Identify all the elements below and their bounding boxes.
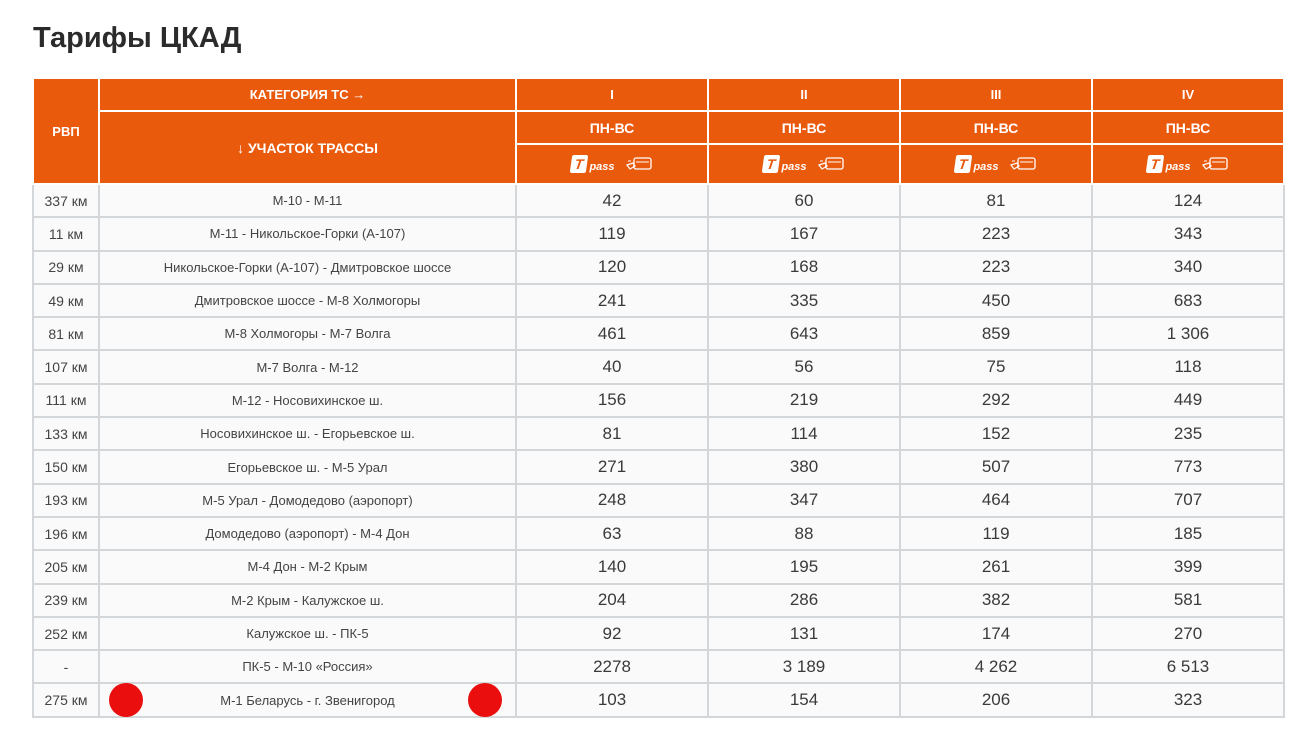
route-section-label: ПК-5 - М-10 «Россия» (242, 659, 373, 675)
route-section-cell (99, 683, 516, 716)
table-row (33, 517, 1284, 550)
price-cell-class-2: 335 (708, 284, 900, 317)
price-cell-class-1: 92 (516, 617, 708, 650)
price-cell-class-2: 347 (708, 484, 900, 517)
price-cell-class-4: 399 (1092, 550, 1284, 583)
price-cell-class-1: 63 (516, 517, 708, 550)
table-row (33, 484, 1284, 517)
price-cell-class-2: 154 (708, 683, 900, 716)
route-section-cell (99, 517, 516, 550)
route-section-cell (99, 350, 516, 383)
table-row (33, 417, 1284, 450)
price-cell-class-4: 235 (1092, 417, 1284, 450)
tpass-icon: T pass (1147, 155, 1190, 173)
rvp-km-cell: 193 км (33, 484, 99, 517)
route-section-label: М-2 Крым - Калужское ш. (231, 592, 384, 608)
route-section-label: Калужское ш. - ПК-5 (246, 626, 369, 641)
price-cell-class-1: 119 (516, 217, 708, 250)
class-header-1: I (516, 78, 708, 111)
route-section-label: М-11 - Никольское-Горки (А-107) (209, 226, 406, 242)
price-cell-class-4: 270 (1092, 617, 1284, 650)
rvp-km-cell: - (33, 650, 99, 683)
table-row (33, 317, 1284, 350)
price-cell-class-2: 56 (708, 350, 900, 383)
table-row (33, 584, 1284, 617)
rvp-km-cell: 29 км (33, 251, 99, 284)
price-cell-class-4: 773 (1092, 450, 1284, 483)
price-cell-class-3: 152 (900, 417, 1092, 450)
rvp-km-cell: 133 км (33, 417, 99, 450)
price-cell-class-1: 140 (516, 550, 708, 583)
vehicle-category-header: КАТЕГОРИЯ ТС → (99, 78, 516, 111)
rvp-km-cell: 337 км (33, 184, 99, 217)
tpass-icon: T pass (571, 155, 614, 173)
price-cell-class-2: 60 (708, 184, 900, 217)
price-cell-class-2: 3 189 (708, 650, 900, 683)
table-row (33, 184, 1284, 217)
price-cell-class-3: 119 (900, 517, 1092, 550)
card-icon (625, 156, 653, 172)
price-cell-class-3: 174 (900, 617, 1092, 650)
route-section-label: М-4 Дон - М-2 Крым (247, 559, 368, 575)
table-row (33, 284, 1284, 317)
price-cell-class-2: 168 (708, 251, 900, 284)
route-section-cell (99, 217, 516, 250)
route-section-cell (99, 417, 516, 450)
route-section-label: Егорьевское ш. - М-5 Урал (227, 459, 388, 475)
route-section-cell (99, 617, 516, 650)
price-cell-class-3: 292 (900, 384, 1092, 417)
red-marker-right (468, 683, 502, 717)
payment-methods-3 (900, 144, 1092, 184)
class-header-4: IV (1092, 78, 1284, 111)
page-title: Тарифы ЦКАД (33, 22, 242, 54)
price-cell-class-4: 185 (1092, 517, 1284, 550)
price-cell-class-3: 75 (900, 350, 1092, 383)
payment-methods-4 (1092, 144, 1284, 184)
price-cell-class-3: 223 (900, 251, 1092, 284)
route-section-label: М-5 Урал - Домодедово (аэропорт) (202, 492, 413, 508)
route-section-cell (99, 284, 516, 317)
route-section-header: ↓ УЧАСТОК ТРАССЫ (99, 111, 516, 184)
price-cell-class-1: 40 (516, 350, 708, 383)
rvp-km-cell: 107 км (33, 350, 99, 383)
route-section-cell (99, 251, 516, 284)
table-row (33, 384, 1284, 417)
tpass-icon: T pass (763, 155, 806, 173)
price-cell-class-2: 88 (708, 517, 900, 550)
rvp-km-cell: 81 км (33, 317, 99, 350)
price-cell-class-1: 241 (516, 284, 708, 317)
price-cell-class-1: 42 (516, 184, 708, 217)
price-cell-class-2: 643 (708, 317, 900, 350)
price-cell-class-1: 204 (516, 584, 708, 617)
price-cell-class-2: 131 (708, 617, 900, 650)
payment-methods-1 (516, 144, 708, 184)
table-row (33, 617, 1284, 650)
route-section-label: Дмитровское шоссе - М-8 Холмогоры (194, 293, 421, 309)
table-row (33, 550, 1284, 583)
price-cell-class-2: 114 (708, 417, 900, 450)
price-cell-class-1: 156 (516, 384, 708, 417)
route-section-label: М-7 Волга - М-12 (256, 359, 359, 375)
route-section-label: Никольское-Горки (А-107) - Дмитровское шоссе (163, 259, 452, 275)
route-section-label: Домодедово (аэропорт) - М-4 Дон (205, 526, 410, 542)
price-cell-class-1: 120 (516, 251, 708, 284)
price-cell-class-3: 206 (900, 683, 1092, 716)
price-cell-class-4: 581 (1092, 584, 1284, 617)
price-cell-class-1: 103 (516, 683, 708, 716)
price-cell-class-4: 683 (1092, 284, 1284, 317)
price-cell-class-3: 464 (900, 484, 1092, 517)
rvp-km-cell: 150 км (33, 450, 99, 483)
price-cell-class-2: 219 (708, 384, 900, 417)
rvp-km-cell: 49 км (33, 284, 99, 317)
price-cell-class-1: 248 (516, 484, 708, 517)
route-section-cell (99, 384, 516, 417)
table-row (33, 217, 1284, 250)
class-header-3: III (900, 78, 1092, 111)
price-cell-class-4: 1 306 (1092, 317, 1284, 350)
rvp-km-cell: 205 км (33, 550, 99, 583)
price-cell-class-4: 343 (1092, 217, 1284, 250)
price-cell-class-2: 380 (708, 450, 900, 483)
price-cell-class-3: 507 (900, 450, 1092, 483)
route-section-label: М-8 Холмогоры - М-7 Волга (224, 326, 391, 342)
days-header-3: ПН-ВС (900, 111, 1092, 144)
price-cell-class-3: 81 (900, 184, 1092, 217)
price-cell-class-4: 124 (1092, 184, 1284, 217)
days-header-4: ПН-ВС (1092, 111, 1284, 144)
rvp-km-cell: 275 км (33, 683, 99, 716)
price-cell-class-3: 382 (900, 584, 1092, 617)
rvp-km-cell: 252 км (33, 617, 99, 650)
tpass-icon: T pass (955, 155, 998, 173)
card-icon (1009, 156, 1037, 172)
price-cell-class-4: 323 (1092, 683, 1284, 716)
price-cell-class-2: 167 (708, 217, 900, 250)
route-section-cell (99, 450, 516, 483)
price-cell-class-4: 449 (1092, 384, 1284, 417)
route-section-label: Носовихинское ш. - Егорьевское ш. (200, 426, 415, 442)
table-row (33, 450, 1284, 483)
card-icon (817, 156, 845, 172)
route-section-cell (99, 650, 516, 683)
price-cell-class-3: 223 (900, 217, 1092, 250)
route-section-label: М-10 - М-11 (272, 193, 343, 209)
days-header-2: ПН-ВС (708, 111, 900, 144)
rvp-km-cell: 11 км (33, 217, 99, 250)
route-section-cell (99, 184, 516, 217)
table-row (33, 350, 1284, 383)
price-cell-class-1: 81 (516, 417, 708, 450)
route-section-label: М-12 - Носовихинское ш. (231, 392, 384, 408)
price-cell-class-4: 707 (1092, 484, 1284, 517)
price-cell-class-1: 461 (516, 317, 708, 350)
table-row (33, 683, 1284, 716)
price-cell-class-3: 4 262 (900, 650, 1092, 683)
red-marker-left (109, 683, 143, 717)
table-row (33, 650, 1284, 683)
price-cell-class-3: 450 (900, 284, 1092, 317)
table-row (33, 251, 1284, 284)
rvp-km-cell: 196 км (33, 517, 99, 550)
price-cell-class-1: 2278 (516, 650, 708, 683)
route-section-label: М-1 Беларусь - г. Звенигород (220, 692, 395, 708)
card-icon (1201, 156, 1229, 172)
price-cell-class-2: 195 (708, 550, 900, 583)
class-header-2: II (708, 78, 900, 111)
price-cell-class-3: 261 (900, 550, 1092, 583)
days-header-1: ПН-ВС (516, 111, 708, 144)
price-cell-class-1: 271 (516, 450, 708, 483)
route-section-cell (99, 317, 516, 350)
rvp-header: РВП (33, 78, 99, 184)
price-cell-class-4: 118 (1092, 350, 1284, 383)
rvp-km-cell: 111 км (33, 384, 99, 417)
price-cell-class-3: 859 (900, 317, 1092, 350)
price-cell-class-2: 286 (708, 584, 900, 617)
route-section-cell (99, 484, 516, 517)
payment-methods-2 (708, 144, 900, 184)
route-section-cell (99, 550, 516, 583)
tariff-table (32, 77, 1285, 718)
price-cell-class-4: 6 513 (1092, 650, 1284, 683)
rvp-km-cell: 239 км (33, 584, 99, 617)
route-section-cell (99, 584, 516, 617)
price-cell-class-4: 340 (1092, 251, 1284, 284)
